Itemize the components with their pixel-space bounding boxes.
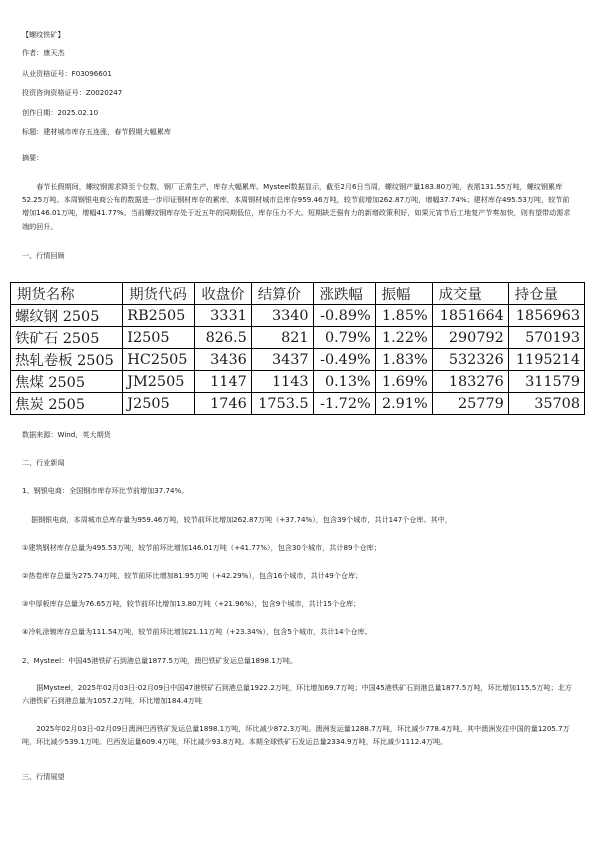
cell-volume: 25779 — [432, 393, 508, 415]
cell-volume: 532326 — [432, 349, 508, 371]
col-header: 结算价 — [251, 283, 313, 305]
col-header: 收盘价 — [195, 283, 251, 305]
cell-close: 1746 — [195, 393, 251, 415]
cell-settle: 1753.5 — [251, 393, 313, 415]
cell-amplitude: 1.85% — [375, 305, 432, 327]
cell-volume: 290792 — [432, 327, 508, 349]
abstract-text: 春节长假期间，螺纹钢需求降至个位数，钢厂正常生产，库存大幅累库。Mysteel数据显示，截至2月6日当周，螺纹钢产量183.80万吨，表需131.55万吨，螺纹钢累库52.25万吨。本周钢银电商公布的数据进一步印证钢材库存的累库，本周钢材城市总库存959.46万吨，较节前增加262.87万吨，增幅37.74%；建材库存495.53万吨，较节前增加146.01万吨，增幅41.77%。当前螺纹钢库存处于近五年的同期低位，库存压力不大。短期缺乏强有力的新增政策利好，如果元宵节后工地复产节奏加快，则有望带动需求端的回升。 — [22, 182, 571, 231]
cell-code: HC2505 — [123, 349, 195, 371]
section-industry-news-title: 二、行业新闻 — [22, 458, 65, 467]
col-header: 涨跌幅 — [313, 283, 375, 305]
data-source-note: 数据来源：Wind，英大期货 — [22, 430, 111, 439]
cell-amplitude: 2.91% — [375, 393, 432, 415]
cell-open-interest: 570193 — [508, 327, 584, 349]
news-item-1-bullet-2: ②热卷库存总量为275.74万吨，较节前环比增加81.95万吨（+42.29%），包含16个城市，共计49个仓库； — [22, 571, 363, 580]
cell-close: 3436 — [195, 349, 251, 371]
cell-open-interest: 311579 — [508, 371, 584, 393]
cell-amplitude: 1.22% — [375, 327, 432, 349]
news-item-2-para-2: 2025年02月03日-02月09日澳洲巴西铁矿发运总量1898.1万吨，环比减少872.3万吨。澳洲发运量1288.7万吨，环比减少778.4万吨，其中澳洲发往中国的量1205.7万吨，环比减少539.1万吨。巴西发运量609.4万吨，环比减少93.8万吨。本期全球铁矿石发运总量2334.9万吨，环比减少1112.4万吨。 — [22, 724, 570, 747]
cell-open-interest: 1195214 — [508, 349, 584, 371]
news-item-2-heading: 2、Mysteel：中国45港铁矿石到港总量1877.5万吨，澳巴铁矿发运总量1898.1万吨。 — [22, 656, 298, 665]
cell-open-interest: 1856963 — [508, 305, 584, 327]
col-header: 振幅 — [375, 283, 432, 305]
cell-name: 热轧卷板 2505 — [11, 349, 123, 371]
table-row — [11, 327, 585, 349]
col-header: 期货代码 — [123, 283, 195, 305]
cell-change: -0.89% — [313, 305, 375, 327]
cell-settle: 3340 — [251, 305, 313, 327]
cell-close: 826.5 — [195, 327, 251, 349]
section-market-review-title: 一、行情回顾 — [22, 251, 65, 260]
cell-amplitude: 1.69% — [375, 371, 432, 393]
author-line: 作者：康天杰 — [22, 48, 65, 57]
news-item-1-bullet-1: ①建筑钢材库存总量为495.53万吨，较节前环比增加146.01万吨（+41.77%），包含30个城市，共计89个仓库； — [22, 543, 381, 552]
cell-name: 螺纹钢 2505 — [11, 305, 123, 327]
cell-change: 0.79% — [313, 327, 375, 349]
table-header-row — [11, 283, 585, 305]
cell-settle: 821 — [251, 327, 313, 349]
col-header: 持仓量 — [508, 283, 584, 305]
news-item-1-heading: 1、钢银电商：全国钢市库存环比节前增加37.74%。 — [22, 486, 189, 495]
cell-name: 焦炭 2505 — [11, 393, 123, 415]
cell-settle: 1143 — [251, 371, 313, 393]
table-row — [11, 305, 585, 327]
section-outlook-title: 三、行情展望 — [22, 772, 65, 781]
cell-name: 铁矿石 2505 — [11, 327, 123, 349]
cell-change: 0.13% — [313, 371, 375, 393]
news-item-1-bullet-3: ③中厚板库存总量为76.65万吨，较节前环比增加13.80万吨（+21.96%），包含9个城市，共计15个仓库； — [22, 599, 361, 608]
futures-quote-table — [10, 282, 585, 415]
abstract-label: 摘要： — [22, 153, 44, 162]
cell-code: I2505 — [123, 327, 195, 349]
cell-close: 1147 — [195, 371, 251, 393]
table-row — [11, 371, 585, 393]
cell-change: -1.72% — [313, 393, 375, 415]
table-row — [11, 393, 585, 415]
cell-close: 3331 — [195, 305, 251, 327]
news-item-2-para-1: 据Mysteel，2025年02月03日-02月09日中国47港铁矿石到港总量1922.2万吨，环比增加69.7万吨；中国45港铁矿石到港总量1877.5万吨，环比增加115.5万吨；北方六港铁矿石到港总量为1057.2万吨，环比增加184.4万吨 — [22, 683, 572, 706]
consult-license-line: 投资咨询资格证号：Z0020247 — [22, 88, 123, 97]
cell-amplitude: 1.83% — [375, 349, 432, 371]
title-line: 标题：建材城市库存五连涨，春节假期大幅累库 — [22, 127, 171, 136]
cell-name: 焦煤 2505 — [11, 371, 123, 393]
news-item-1-intro: 据钢银电商，本周城市总库存量为959.46万吨，较节前环比增加262.87万吨（+37.74%），包含39个城市，共计147个仓库。其中， — [31, 515, 452, 524]
cell-open-interest: 35708 — [508, 393, 584, 415]
cell-change: -0.49% — [313, 349, 375, 371]
news-item-1-bullet-4: ④冷轧涂镀库存总量为111.54万吨，较节前环比增加21.11万吨（+23.34%），包含5个城市，共计14个仓库。 — [22, 627, 372, 636]
cell-code: JM2505 — [123, 371, 195, 393]
report-tag: 【螺纹铁矿】 — [22, 30, 65, 39]
col-header: 成交量 — [432, 283, 508, 305]
cell-settle: 3437 — [251, 349, 313, 371]
col-header: 期货名称 — [11, 283, 123, 305]
license-line: 从业资格证号：F03096601 — [22, 69, 112, 78]
cell-volume: 1851664 — [432, 305, 508, 327]
creation-date-line: 创作日期：2025.02.10 — [22, 108, 99, 117]
cell-code: J2505 — [123, 393, 195, 415]
cell-code: RB2505 — [123, 305, 195, 327]
cell-volume: 183276 — [432, 371, 508, 393]
table-row — [11, 349, 585, 371]
